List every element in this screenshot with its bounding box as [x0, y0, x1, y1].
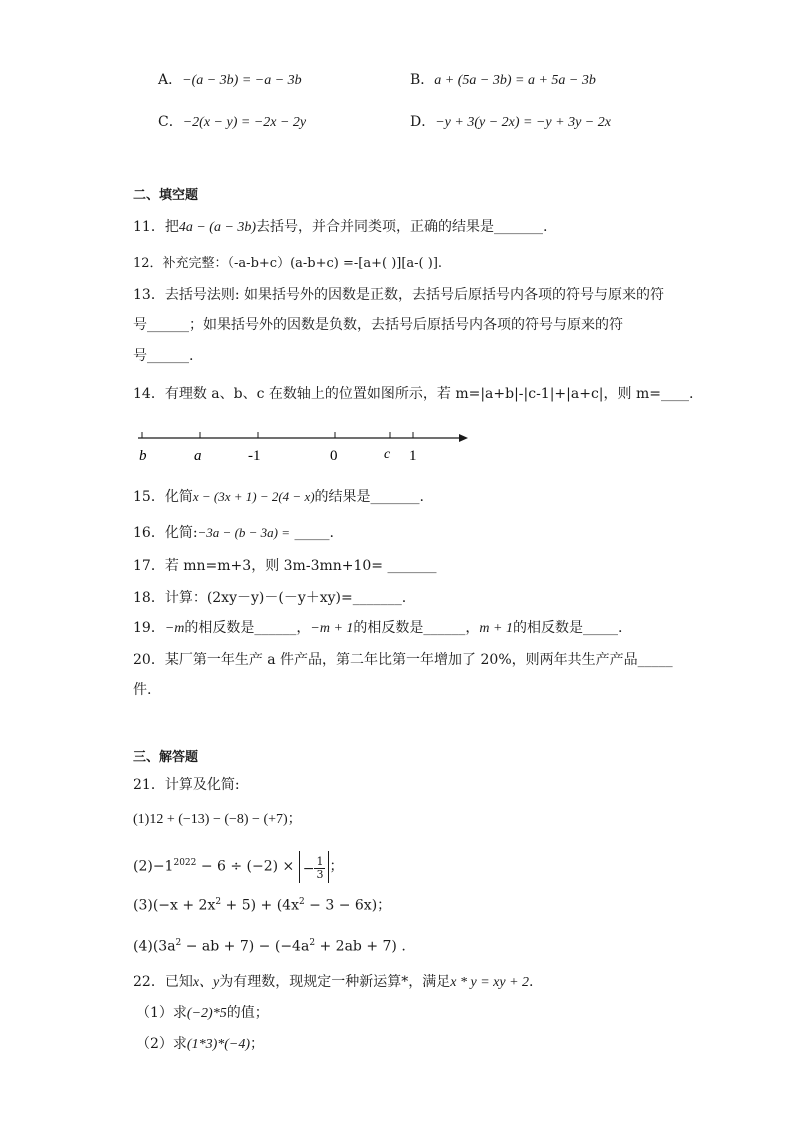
- number-line-arrow: [459, 434, 468, 442]
- label-0: 0: [330, 448, 338, 464]
- label-a: a: [194, 448, 202, 464]
- option-c-label: C．: [158, 114, 183, 130]
- question-21-part2: [133, 845, 343, 881]
- question-12: 12．补充完整：（-a-b+c）(a-b+c) =-[a+( )][a-( )].: [133, 256, 443, 271]
- q11-expr: 4a − (a − 3b): [178, 220, 257, 235]
- q19-t1: 的相反数是______，: [184, 620, 311, 636]
- question-18: 18．计算：(2xy－y)－(－y＋xy)=_______.: [133, 590, 407, 606]
- q15-expr: x − (3x + 1) − 2(4 − x): [192, 489, 315, 504]
- question-21-part1: (1)12 + (−13) − (−8) − (+7)；: [133, 812, 302, 827]
- label-c: c: [384, 447, 391, 462]
- label-b: b: [139, 448, 147, 464]
- q22-vars: x、y: [192, 975, 220, 990]
- absolute-value-bars: [299, 851, 330, 883]
- option-a-expr: −(a − 3b) = −a − 3b: [182, 73, 302, 88]
- question-20-line1: 20．某厂第一年生产 a 件产品，第二年比第一年增加了 20%，则两年共生产产品_____: [133, 652, 673, 668]
- option-d: [410, 112, 611, 133]
- q21-p2-pre: (2)−1: [133, 858, 174, 875]
- option-b-label: B．: [410, 72, 435, 88]
- label-neg1: -1: [248, 448, 261, 464]
- option-b-expr: a + (5a − 3b) = a + 5a − 3b: [434, 73, 596, 88]
- q22-end: .: [529, 974, 534, 990]
- q21-p4-b: − ab + 7) − (−4a: [181, 938, 310, 955]
- q21-p3-a: (3)(−x + 2x: [133, 897, 216, 914]
- q22-pre: 22．已知: [133, 974, 193, 990]
- q21-p2-sign: −: [302, 860, 315, 877]
- q19-t2: 的相反数是______，: [353, 620, 480, 636]
- q21-p2-exponent: 2022: [173, 858, 197, 868]
- q11-pre: 把: [164, 219, 179, 235]
- option-b: [410, 70, 596, 91]
- option-c-expr: −2(x − y) = −2x − 2y: [182, 115, 307, 130]
- q21-p3-sq1: 2: [215, 897, 222, 907]
- question-22-sub1: [136, 1003, 269, 1024]
- q11-num: 11．: [133, 219, 165, 235]
- question-22: [133, 972, 533, 993]
- option-a: [158, 70, 302, 91]
- question-13-line1: 13．去括号法则: 如果括号外的因数是正数，去括号后原括号内各项的符号与原来的符: [133, 287, 664, 303]
- q21-p4-sq1: 2: [175, 938, 182, 948]
- question-20-line2: 件.: [133, 682, 152, 698]
- question-22-sub2: [136, 1034, 264, 1055]
- fraction-denominator: 3: [316, 868, 324, 882]
- question-13-line2: 号______；如果括号外的因数是负数，去括号后原括号内各项的符号与原来的符: [133, 317, 623, 333]
- question-15: [133, 487, 424, 507]
- question-17: 17．若 mn=m+3，则 3m-3mn+10= _______: [133, 558, 437, 574]
- number-line: [130, 424, 475, 466]
- q22-s1-pre: （1）求: [136, 1005, 187, 1021]
- q21-p4-sq2: 2: [309, 938, 316, 948]
- section-solve-title: 三、解答题: [133, 750, 199, 765]
- q19-t3: 的相反数是_____.: [512, 620, 623, 636]
- q22-rule: x * y = xy + 2: [450, 975, 530, 990]
- q22-s2-expr: (1*3)*(−4): [186, 1037, 251, 1052]
- question-14: 14．有理数 a、b、c 在数轴上的位置如图所示，若 m=|a+b|-|c-1|+|a+c|，则 m=____.: [133, 386, 694, 402]
- option-d-expr: −y + 3(y − 2x) = −y + 3y − 2x: [435, 115, 611, 130]
- q21-p3-b: + 5) + (4x: [221, 897, 299, 914]
- question-21-title: 21．计算及化简:: [133, 777, 240, 793]
- q16-num: 16．化简:: [133, 525, 198, 541]
- question-21-part3: [133, 892, 391, 916]
- question-11: [133, 217, 548, 238]
- q21-p4-a: (4)(3a: [133, 938, 176, 955]
- question-16: [133, 523, 334, 543]
- section-fill-blank-title: 二、填空题: [133, 188, 199, 203]
- q22-s1-expr: (−2)*5: [186, 1006, 227, 1021]
- q22-mid: 为有理数，现规定一种新运算*，满足: [219, 974, 451, 990]
- option-a-label: A．: [158, 72, 183, 88]
- label-1: 1: [409, 448, 417, 464]
- fraction: [314, 856, 325, 881]
- q19-num: 19．: [133, 620, 165, 636]
- q22-s2-pre: （2）求: [136, 1036, 187, 1052]
- q15-post: 的结果是_______.: [314, 489, 424, 505]
- q21-p2-end: ；: [329, 858, 344, 875]
- option-d-label: D．: [410, 114, 436, 130]
- option-c: [158, 112, 306, 133]
- q21-p3-c: − 3 − 6x)；: [304, 897, 392, 914]
- q16-expr: −3a − (b − 3a) =: [197, 525, 291, 540]
- q21-p4-c: + 2ab + 7) .: [315, 938, 406, 955]
- fraction-numerator: 1: [316, 855, 324, 869]
- q15-num: 15．化简: [133, 489, 193, 505]
- q19-e3: m + 1: [479, 621, 513, 636]
- q21-p2-mid: − 6 ÷ (−2) ×: [196, 858, 299, 875]
- question-21-part4: [133, 933, 406, 957]
- q11-post: 去括号，并合并同类项，正确的结果是_______.: [256, 219, 548, 235]
- question-19: [133, 618, 622, 639]
- q19-e1: −m: [164, 621, 185, 636]
- question-13-line3: 号______.: [133, 348, 194, 364]
- q21-p3-sq2: 2: [299, 897, 305, 907]
- q22-s1-end: 的值；: [226, 1005, 269, 1021]
- q19-e2: −m + 1: [310, 621, 354, 636]
- q16-post: _____.: [290, 525, 334, 541]
- q22-s2-end: ；: [250, 1036, 265, 1052]
